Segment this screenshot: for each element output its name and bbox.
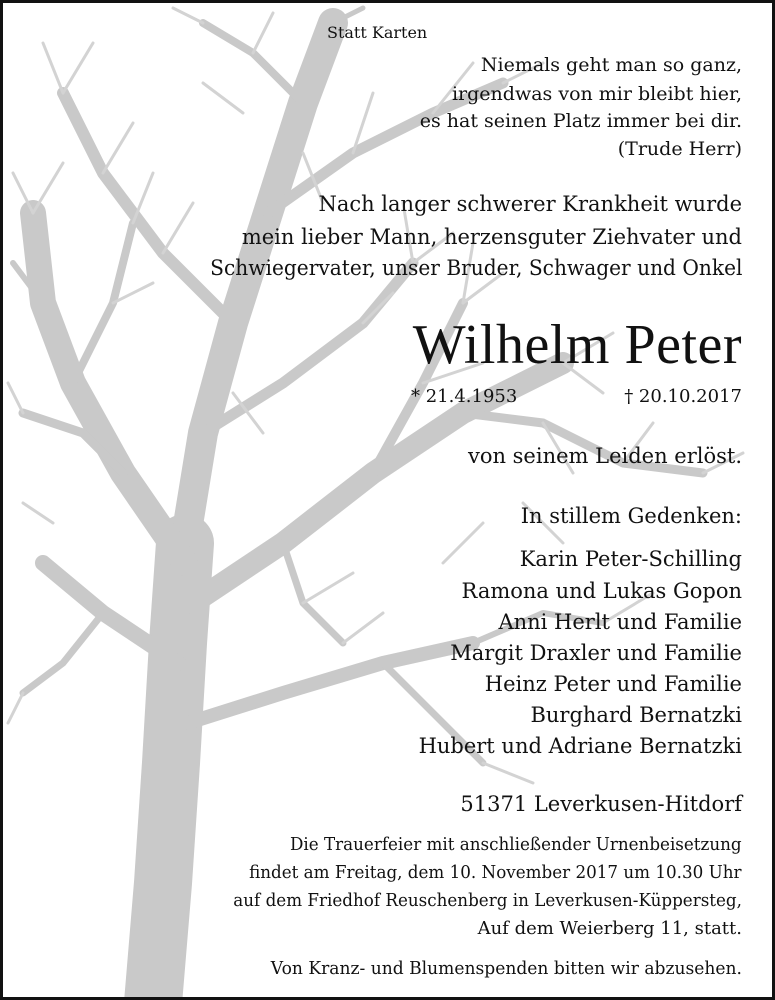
mourner-3: Anni Herlt und Familie	[498, 610, 742, 634]
mourner-6: Burghard Bernatzki	[530, 703, 742, 727]
deceased-name: Wilhelm Peter	[412, 314, 742, 376]
funeral-line-3: auf dem Friedhof Reuschenberg in Leverkusen-Küppersteg,	[233, 890, 742, 911]
intro-line-1: Nach langer schwerer Krankheit wurde	[318, 192, 742, 216]
mourner-1: Karin Peter-Schilling	[519, 547, 742, 571]
birth-date: * 21.4.1953	[411, 386, 518, 407]
closing-text: Von Kranz- und Blumenspenden bitten wir abzusehen.	[270, 958, 742, 979]
mourner-5: Heinz Peter und Familie	[484, 672, 742, 696]
quote-line-3: es hat seinen Platz immer bei dir.	[419, 110, 742, 132]
funeral-line-1: Die Trauerfeier mit anschließender Urnenbeisetzung	[290, 834, 742, 855]
location: 51371 Leverkusen-Hitdorf	[460, 792, 742, 816]
mourner-2: Ramona und Lukas Gopon	[461, 579, 742, 603]
released-text: von seinem Leiden erlöst.	[467, 444, 742, 468]
intro-line-2: mein lieber Mann, herzensguter Ziehvater und	[241, 225, 742, 249]
quote-author: (Trude Herr)	[617, 138, 742, 160]
intro-line-3: Schwiegervater, unser Bruder, Schwager und Onkel	[209, 256, 742, 280]
memorial-heading: In stillem Gedenken:	[520, 504, 742, 528]
death-date: † 20.10.2017	[624, 386, 742, 407]
quote-line-1: Niemals geht man so ganz,	[480, 54, 742, 76]
funeral-line-2: findet am Freitag, dem 10. November 2017 um 10.30 Uhr	[249, 862, 742, 883]
mourner-7: Hubert und Adriane Bernatzki	[418, 734, 742, 758]
mourner-4: Margit Draxler und Familie	[450, 641, 742, 665]
header-statt-karten: Statt Karten	[327, 23, 428, 42]
quote-line-2: irgendwas von mir bleibt hier,	[451, 83, 742, 105]
funeral-line-4: Auf dem Weierberg 11, statt.	[477, 918, 742, 939]
